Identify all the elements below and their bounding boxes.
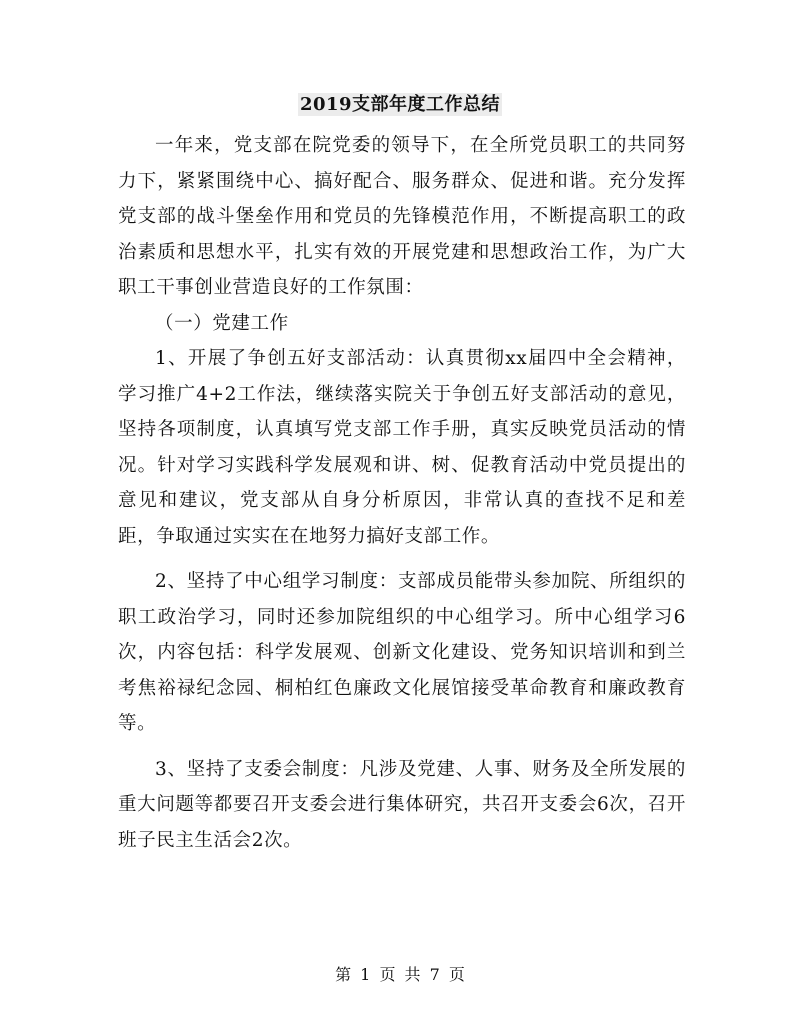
page-footer [0, 964, 800, 986]
page-indicator: 第 1 页 共 7 页 [335, 965, 465, 984]
intro-paragraph: 一年来，党支部在院党委的领导下，在全所党员职工的共同努力下，紧紧围绕中心、搞好配合、服务群众、促进和谐。充分发挥党支部的战斗堡垒作用和党员的先锋模范作用，不断提高职工的政治素质和思想水平，扎实有效的开展党建和思想政治工作，为广大职工干事创业营造良好的工作氛围： [118, 135, 686, 298]
document-title-text: 2019支部年度工作总结 [299, 94, 501, 115]
paragraph-item-1: 1、开展了争创五好支部活动：认真贯彻xx届四中全会精神，学习推广4+2工作法，继续落实院关于争创五好支部活动的意见，坚持各项制度，认真填写党支部工作手册，真实反映党员活动的情况。针对学习实践科学发展观和讲、树、促教育活动中党员提出的意见和建议，党支部从自身分析原因，非常认真的查找不足和差距，争取通过实实在在地努力搞好支部工作。 [118, 348, 686, 547]
document-body [118, 128, 686, 858]
paragraph-item-3: 3、坚持了支委会制度：凡涉及党建、人事、财务及全所发展的重大问题等都要召开支委会进行集体研究，共召开支委会6次，召开班子民主生活会2次。 [118, 758, 686, 851]
paragraph-item-2: 2、坚持了中心组学习制度：支部成员能带头参加院、所组织的职工政治学习，同时还参加院组织的中心组学习。所中心组学习6次，内容包括：科学发展观、创新文化建设、党务知识培训和到兰考焦裕禄纪念园、桐柏红色廉政文化展馆接受革命教育和廉政教育等。 [118, 571, 686, 734]
section-heading-party-building: （一）党建工作 [155, 312, 289, 334]
document-title [0, 92, 800, 118]
